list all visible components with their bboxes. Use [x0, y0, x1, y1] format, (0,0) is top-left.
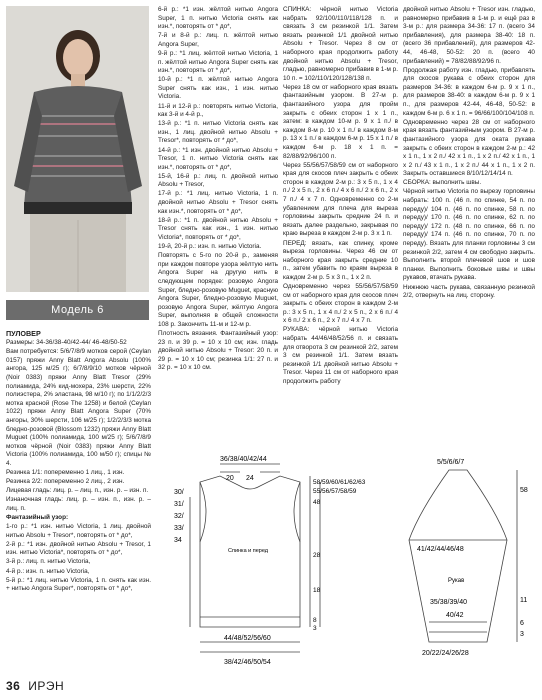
paragraph: Резинка 2/2: попеременно 2 лиц., 2 изн. — [6, 478, 125, 486]
dim-sleeve-height: 58 — [520, 487, 528, 494]
paragraph: СПИНКА: чёрной нитью Victoria набрать 92/100/110/118/128 п. и связать 3 см резинкой 1/1. Затем вязать резинкой 1/1 двойной нитью Absolu + Tresor. Через 8 см от наборного края продолжить работу двойной нитью Absolu + Tresor, гладью, равномерно прибавив в 1-м р. 10 п. = 102/110/120/128/138 п. — [283, 6, 398, 82]
paragraph: 4-й р.: изн. п. нитью Victoria, — [6, 567, 90, 575]
sleeve-pattern-diagram — [392, 452, 537, 674]
paragraph: 11-й и 12-й р.: повторять нитью Victoria, как 3-й и 4-й р., — [158, 102, 278, 119]
paragraph: Повторять с 5-го по 20-й р., заменяя при каждом повторе узора жёлтую нить Angora Super на другую нить в следующем порядке: розовую Angora Super, бледно-розовую Muguet, красную Angora Super, бледно-розовую Muguet, розовую Angora Super, жёлтую Angora Super, выполняя в общей сложности 108 р. Закончить 11-м и 12-м р. — [158, 252, 278, 328]
paragraph: 13-й р.: *1 п. нитью Victoria снять как изн., 1 лиц. двойной нитью Absolu + Tresor*, повторять от * до*, — [158, 120, 278, 145]
dim-height: 18 — [313, 587, 321, 594]
dim-top-width: 36/38/40/42/44 — [220, 456, 267, 463]
paragraph: Резинка 1/1: попеременно 1 лиц., 1 изн. — [6, 469, 125, 476]
dim-height: 58/59/60/61/62/63 — [313, 479, 366, 486]
paragraph: РУКАВА: чёрной нитью Victoria набрать 44/46/48/52/56 п. и связать для отворота 3 см резинкой 2/2, затем 3 см резинкой 1/1. Затем вязать резинкой 1/1 двойной нитью Absolu + Tresor. Через 11 см от наборного края продолжить работу — [283, 326, 398, 386]
paragraph: Чёрной нитью Victoria по вырезу горловины набрать: 100 п. (46 п. по спинке, 54 п. по переду)/ 104 п. (46 п. по спинке, 58 п. по переду)/ 170 п. (46 п. по спинке, 62 п. по переду)/ 172 п. (48 п. по спинке, 66 п. по переду)/ 174 п. (46 п. по спинке, 70 п. по переду). Вязать для планки горловины 3 см резинкой 2/2, затем 4 см свободно закрыть. Выполнить второй плечевой шов и шов планки. Выполнить боковые швы и швы рукавов, втачать рукава. — [403, 188, 535, 282]
dim-bottom-outer: 38/42/46/50/54 — [224, 659, 271, 666]
paragraph: 1-го р.: *1 изн. нитью Victoria, 1 лиц. двойной нитью Absolu + Tresor*, повторять от * до*, — [6, 523, 151, 539]
paragraph: 19-й, 20-й р.: изн. п. нитью Victoria. — [158, 243, 262, 251]
text-column-4 — [403, 6, 535, 449]
dim-height: 55/56/57/58/59 — [313, 488, 357, 495]
paragraph: Вам потребуется: 5/6/7/8/9 мотков серой (Ceylan 0157) пряжи Anny Blatt Angora Absolu (100% ангора, 125 м/25 г); 6/7/8/9/10 мотков чёрной (Noir 0383) пряжи Anny Blatt Tresor (29% полиамида, 24% кид-мохера, 23% шерсти, 22% полиэстера, 2% эластана, 98 м/10 г); по 1/1/2/2/3 мотка красной (Rose The 1258) и белой (Ceylan 1022) пряжи Anny Blatt Angora Super (70% ангоры, 30% шерсти, 106 м/25 г); 1/2/2/3/3 мотка бледно-розовой (Blossom 1232) пряжи Anny Blatt Muguet (100% полиамида, 100 м/25 г); 5/6/7/8/9 мотков чёрной (Noir 0383) пряжи Anny Blatt Victoria (100% полиамида, 100 м/50 г); спицы № 4. — [6, 348, 151, 467]
body-pattern-diagram — [160, 452, 390, 674]
dim-left: 31/ — [174, 501, 184, 508]
dim-left: 30/ — [174, 489, 184, 496]
paragraph: Продолжая работу изн. гладью, прибавлять для скосов рукава с обеих сторон для размеров 34-36: в каждом 6-м р. 9 х 1 п., для размеров 38-40: в каждом 6-м р. 9 х 1 п., для размеров 42-44, 46-48, 50-52: в каждом 6-м р. 6 х 1 п. = 96/66/100/104/108 п. — [403, 66, 535, 117]
paragraph: Размеры: 34-36/38-40/42-44/ 46-48/50-52 — [6, 339, 127, 347]
dim-bottom-right: 8 — [313, 617, 317, 624]
dim-sleeve-cuff: 40/42 — [446, 612, 464, 619]
dim-sleeve-bottom: 20/22/24/26/28 — [422, 650, 469, 657]
text-column-2 — [158, 6, 278, 449]
paragraph: Нижнюю часть рукава, связанную резинкой 2/2, отвернуть на лиц. сторону. — [403, 283, 535, 300]
dim-height: 48 — [313, 499, 321, 506]
piece-label: Спинка и перед — [228, 548, 269, 554]
dim-sleeve-top: 5/5/6/6/7 — [437, 459, 465, 466]
paragraph: 6-й р.: *1 изн. жёлтой нитью Angora Super, 1 п. нитью Victoria снять как изн.*, повторять от * до*, — [158, 6, 278, 31]
paragraph: СБОРКА: выполнить швы. — [403, 179, 482, 187]
dim-left: 34 — [174, 537, 182, 544]
paragraph: Через 18 см от наборного края вязать фантазийным узором. В 27-м р. фантазийного узора для пройм закрыть с обеих сторон 1 х 1 п., затем: в каждом 10-м р. 9 х 1 п./ в каждом 8-м р. 10 х 1 п./ в каждом 8-м р. 13 х 1 п./ в каждом 6-м р. 15 х 1 п./ в каждом 6-м р. 18 х 1 п. = 82/88/92/96/100 п. — [283, 83, 398, 160]
paragraph: Одновременно через 55/56/57/58/59 см от наборного края для скосов плеч закрыть с обеих сторон в каждом 2-м р.: 3 х 5 п., 1 х 4 п./ 2 х 5 п., 2 х 6 п./ 4 х 6 п./ 2 х 6 п., 2 х 7 п./ 4 х 7 п. — [283, 283, 398, 325]
dim-bottom-inner: 44/48/52/56/60 — [224, 635, 271, 642]
paragraph: Через 55/56/57/58/59 см от наборного края для скосов плеч закрыть с обеих сторон в каждом 2-м р.: 3 х 5 п., 1 х 4 п./ 2 х 5 п., 2 х 6 п./ 4 х 6 п./ 2 х 6 п., 2 х 7 п./ 4 х 7 п. Одновременно со 2-м убавлением для плеча для выреза горловины закрыть средние 24 п. и вязать далее раздельно, закрывая по краю выреза в каждом 2-м р. 3 х 1 п. — [283, 161, 398, 238]
paragraph: 9-й р.: *1 лиц. жёлтой нитью Victoria, 1 п. жёлтой нитью Angora Super снять как изн.*, повторять от * до*, — [158, 49, 278, 75]
magazine-name: ИРЭН — [28, 679, 65, 693]
dim-sleeve-width: 41/42/44/46/48 — [417, 546, 464, 553]
model-label: Модель 6 — [6, 300, 149, 320]
paragraph: 15-й, 16-й р.: лиц. п. двойной нитью Absolu + Tresor, — [158, 172, 278, 189]
paragraph: 5-й р.: *1 лиц. нитью Victoria, 1 п. снять как изн. + нитью Angora Super*, повторять от * до*, — [6, 576, 151, 593]
page-number: 36 — [6, 679, 21, 693]
dim-sleeve-height: 3 — [520, 631, 524, 638]
paragraph: Фантазийный узор: — [6, 513, 69, 521]
paragraph: Изнаночная гладь: лиц. р. – изн. п., изн. р. – лиц. п. — [6, 496, 151, 512]
dim-sleeve-height: 11 — [520, 597, 528, 604]
paragraph: двойной нитью Absolu + Tresor изн. гладью, равномерно прибавив в 1-м р. и ещё раз в 3-м р.: для размера 34-36: 17 п. (всего 34 прибавления), для размера 38-40: 18 п. (всего 36 прибавлений), для размеров 42-44, 46-48, 50-52: 20 п. (всего 40 прибавлений) = 78/82/88/92/96 п. — [403, 6, 535, 65]
paragraph: Плотность вязания. Фантазийный узор: 23 п. и 39 р. = 10 х 10 см; изн. гладь двойной нитью Absolu + Tresor: 20 п. и 29 р. = 10 х 10 см; резинка 1/1: 27 п. и 32 р. = 10 х 10 см. — [158, 329, 278, 372]
paragraph: 10-й р.: *1 п. жёлтой нитью Angora Super снять как изн., 1 изн. нитью Victoria. — [158, 76, 278, 101]
dim-height: 28 — [313, 552, 321, 559]
page-footer — [6, 679, 64, 693]
paragraph: 18-й р.: *1 п. двойной нитью Absolu + Tresor снять как изн., 1 изн. нитью Victoria*, повторять от * до*, — [158, 216, 278, 241]
piece-label: Рукав — [448, 578, 465, 584]
paragraph: 14-й р.: *1 изн. двойной нитью Absolu + Tresor, 1 п. нитью Victoria снять как изн.*, повторять от * до*, — [158, 146, 278, 171]
text-column-1 — [6, 330, 151, 675]
model-photo — [6, 6, 149, 292]
dim-inner-width: 24 — [246, 475, 254, 482]
dim-sleeve-lower: 35/38/39/40 — [430, 599, 467, 606]
dim-bottom-right: 3 — [313, 625, 317, 632]
page-heading: ПУЛОВЕР — [6, 330, 41, 338]
dim-sleeve-height: 6 — [520, 620, 524, 627]
paragraph: 7-й и 8-й р.: лиц. п. жёлтой нитью Angora Super, — [158, 32, 278, 48]
dim-left: 32/ — [174, 513, 184, 520]
paragraph: Лицевая гладь: лиц. р. – лиц. п., изн. р. – изн. п. — [6, 487, 149, 495]
paragraph: 17-й р.: *1 лиц. нитью Victoria, 1 п. двойной нитью Absolu + Tresor снять как изн.*, повторять от * до*, — [158, 190, 278, 215]
dim-left: 33/ — [174, 525, 184, 532]
dim-shoulder: 20 — [226, 475, 234, 482]
text-column-3 — [283, 6, 398, 449]
paragraph: 2-й р.: *1 изн. двойной нитью Absolu + Tresor, 1 изн. нитью Victoria*, повторять от * до*, — [6, 540, 151, 557]
paragraph: 3-й р.: лиц. п. нитью Victoria, — [6, 558, 91, 566]
paragraph: ПЕРЕД: вязать, как спинку, кроме выреза горловины. Через 46 см от наборного края закрыть средние 10 п., затем убавить по краям выреза в каждом 2-м р. 5 х 3 п., 1 х 2 п. — [283, 239, 398, 281]
paragraph: Одновременно через 28 см от наборного края вязать фантазийным узором. В 27-м р. фантазийного узора для оката рукава закрыть с обеих сторон в каждом 2-м р.: 42 х 1 п., 1 х 2 п./ 42 х 1 п., 1 х 2 п./ 42 х 1 п., 1 х 2 п./ 43 х 1 п., 1 х 2 п./ 44 х 1 п., 1 х 2 п. Закрыть оставшиеся 8/10/12/14/14 п. — [403, 118, 535, 178]
